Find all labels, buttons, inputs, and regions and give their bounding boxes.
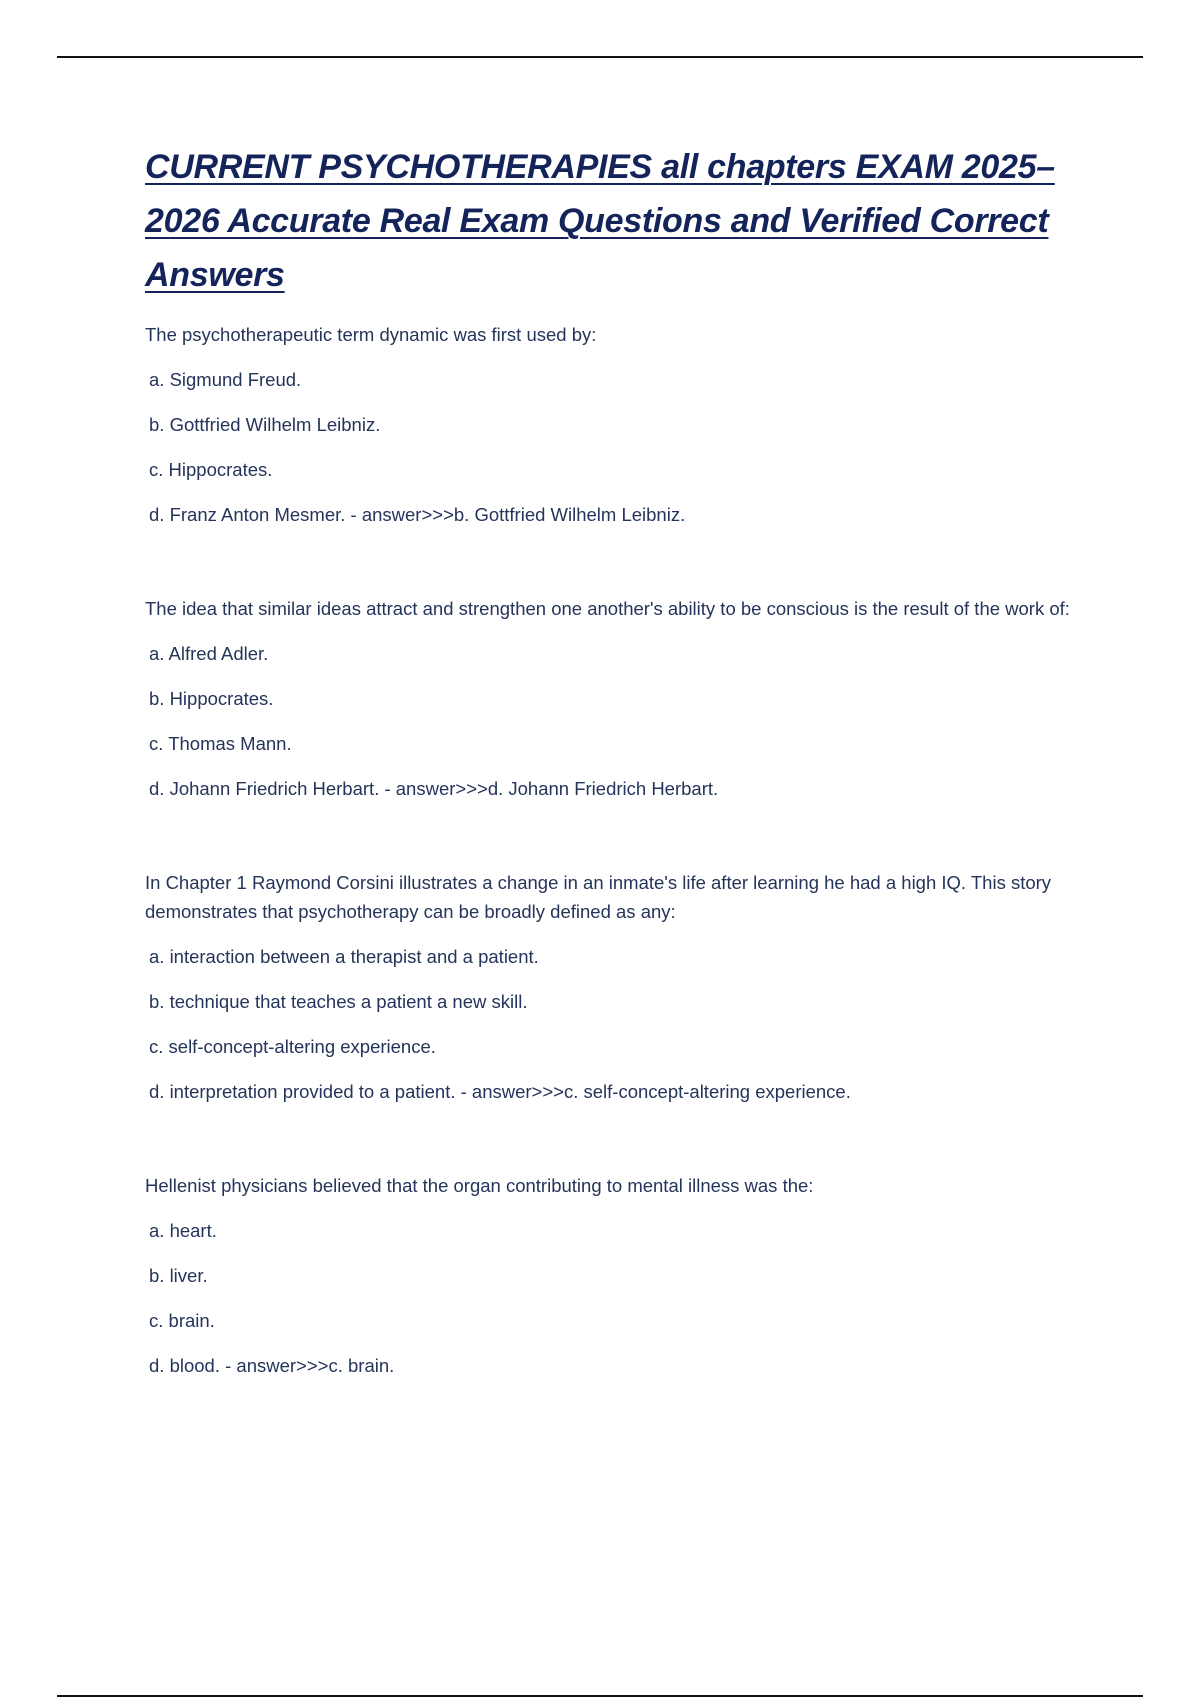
option-b: b. Hippocrates.: [149, 688, 274, 709]
option-c: c. Thomas Mann.: [149, 733, 292, 754]
question-text: The idea that similar ideas attract and strengthen one another's ability to be conscious is the result of the work of:: [145, 598, 1070, 619]
header-rule: [57, 56, 1143, 58]
option-a: a. heart.: [149, 1220, 217, 1241]
option-d-with-answer: d. interpretation provided to a patient. - answer>>>c. self-concept-altering experience.: [149, 1081, 851, 1102]
option-d-with-answer: d. Johann Friedrich Herbart. - answer>>>d. Johann Friedrich Herbart.: [149, 778, 719, 799]
question-1: [145, 320, 1095, 529]
question-text: Hellenist physicians believed that the organ contributing to mental illness was the:: [145, 1175, 814, 1196]
option-b: b. technique that teaches a patient a new skill.: [149, 991, 528, 1012]
option-d-with-answer: d. Franz Anton Mesmer. - answer>>>b. Gottfried Wilhelm Leibniz.: [149, 504, 686, 525]
option-c: c. self-concept-altering experience.: [149, 1036, 436, 1057]
question-text: The psychotherapeutic term dynamic was first used by:: [145, 324, 597, 345]
document-title: CURRENT PSYCHOTHERAPIES all chapters EXAM 2025–2026 Accurate Real Exam Questions and Verified Correct Answers: [145, 148, 1055, 294]
footer-rule: [57, 1695, 1143, 1697]
option-b: b. Gottfried Wilhelm Leibniz.: [149, 414, 381, 435]
option-b: b. liver.: [149, 1265, 208, 1286]
question-2: [145, 594, 1095, 803]
document-body: [145, 140, 1095, 1396]
option-c: c. Hippocrates.: [149, 459, 273, 480]
option-a: a. interaction between a therapist and a patient.: [149, 946, 539, 967]
option-a: a. Alfred Adler.: [149, 643, 269, 664]
option-d-with-answer: d. blood. - answer>>>c. brain.: [149, 1355, 395, 1376]
option-c: c. brain.: [149, 1310, 215, 1331]
option-a: a. Sigmund Freud.: [149, 369, 302, 390]
question-4: [145, 1171, 1095, 1380]
question-3: [145, 868, 1095, 1106]
question-text: In Chapter 1 Raymond Corsini illustrates a change in an inmate's life after learning he had a high IQ. This story demonstrates that psychotherapy can be broadly defined as any:: [145, 872, 1052, 922]
